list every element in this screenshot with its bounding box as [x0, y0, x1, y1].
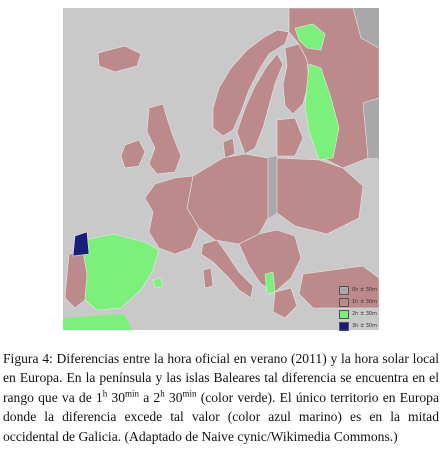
caption-sup-h1: h: [102, 388, 108, 399]
legend-item-3h: [339, 320, 377, 332]
region-baleares: [153, 278, 163, 288]
region-sardinia: [203, 268, 213, 288]
region-gray-baltic-strip: [268, 156, 277, 218]
legend-label-0h: 0h ± 30m: [352, 287, 377, 293]
legend-item-0h: [339, 284, 377, 296]
legend-item-2h: [339, 308, 377, 320]
caption-lead: Figura 4: Diferencias entre la hora oficial en verano (2011) y la hora solar local en Europa. En la península y las islas Baleares tal diferencia se encuentra en el rango que va de 1: [3, 351, 439, 405]
region-black-sea: [307, 236, 359, 264]
map-legend: [339, 284, 377, 332]
legend-swatch-1h: [339, 298, 349, 307]
legend-swatch-0h: [339, 286, 349, 295]
caption-sup-min1: min: [125, 388, 140, 399]
legend-swatch-2h: [339, 310, 349, 319]
caption-mid2: a 2: [139, 389, 161, 405]
caption-mid3: 30: [164, 389, 183, 405]
region-denmark: [223, 138, 235, 158]
region-galicia-west: [73, 232, 89, 256]
region-portugal: [65, 252, 87, 308]
region-albania-green: [265, 272, 275, 294]
europe-map: [63, 8, 379, 330]
figure-caption: [3, 349, 439, 446]
caption-mid1: 30: [107, 389, 126, 405]
legend-label-1h: 1h ± 30m: [352, 299, 377, 305]
europe-map-svg: [63, 8, 379, 330]
legend-swatch-3h: [339, 322, 349, 331]
caption-tail: (color verde). El único territorio en Europa donde la diferencia excede tal valor (color azul marino) es en la mitad occidental de Galicia. (Adaptado de Naive cynic/Wikimedia Commons.): [3, 389, 439, 444]
caption-sup-h2: h: [160, 388, 165, 399]
legend-label-3h: 3h ± 30m: [352, 323, 377, 329]
legend-item-1h: [339, 296, 377, 308]
legend-label-2h: 2h ± 30m: [352, 311, 377, 317]
caption-sup-min2: min: [182, 388, 197, 399]
